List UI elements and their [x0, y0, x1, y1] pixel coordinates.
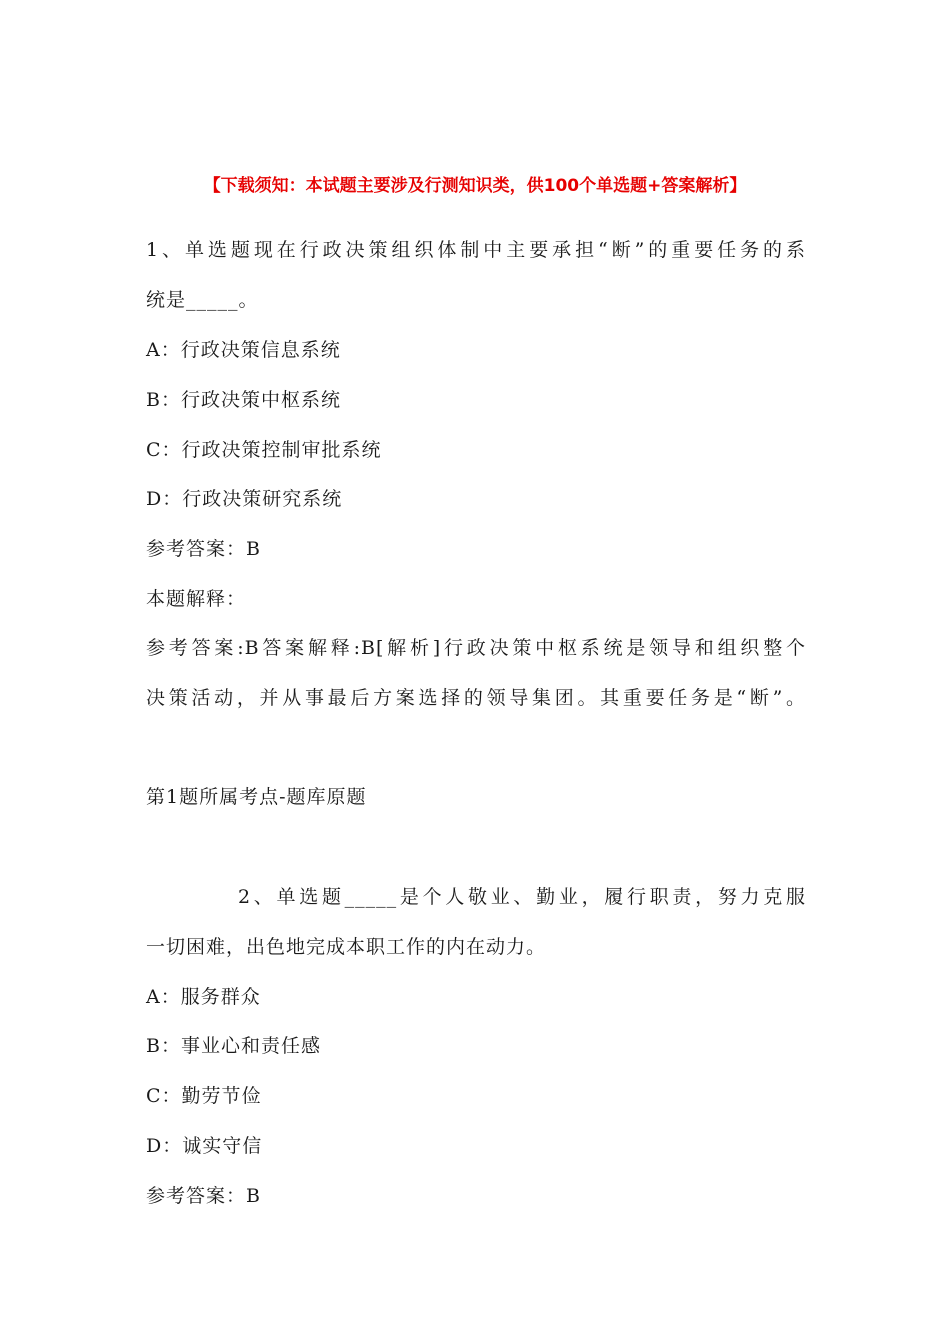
q2-answer: 参考答案：B — [146, 1185, 261, 1207]
q2-stem-line-2: 一切困难，出色地完成本职工作的内在动力。 — [146, 936, 547, 958]
q1-option-c: C：行政决策控制审批系统 — [146, 439, 382, 461]
q2-option-c: C：勤劳节俭 — [146, 1085, 262, 1107]
q1-option-a: A：行政决策信息系统 — [146, 339, 341, 361]
q2-stem-line-1: 2、单选题_____是个人敬业、勤业，履行职责，努力克服 — [238, 886, 806, 908]
q1-option-b: B：行政决策中枢系统 — [146, 389, 341, 411]
q1-answer: 参考答案：B — [146, 538, 261, 560]
q1-stem-line-2: 统是_____。 — [146, 289, 259, 311]
q1-option-d: D：行政决策研究系统 — [146, 488, 343, 510]
q2-option-a: A：服务群众 — [146, 986, 261, 1008]
q1-explanation-line-2: 决策活动，并从事最后方案选择的领导集团。其重要任务是“断”。 — [146, 687, 806, 709]
q1-explanation-title: 本题解释： — [146, 588, 247, 610]
download-notice: 【下载须知：本试题主要涉及行测知识类，供100个单选题+答案解析】 — [203, 176, 747, 196]
q2-option-d: D：诚实守信 — [146, 1135, 263, 1157]
q1-explanation-line-1: 参考答案:B答案解释:B[解析]行政决策中枢系统是领导和组织整个 — [146, 637, 806, 659]
q1-stem-line-1: 1、单选题现在行政决策组织体制中主要承担“断”的重要任务的系 — [146, 239, 806, 261]
q1-source: 第1题所属考点-题库原题 — [146, 786, 367, 808]
q2-option-b: B：事业心和责任感 — [146, 1035, 321, 1057]
